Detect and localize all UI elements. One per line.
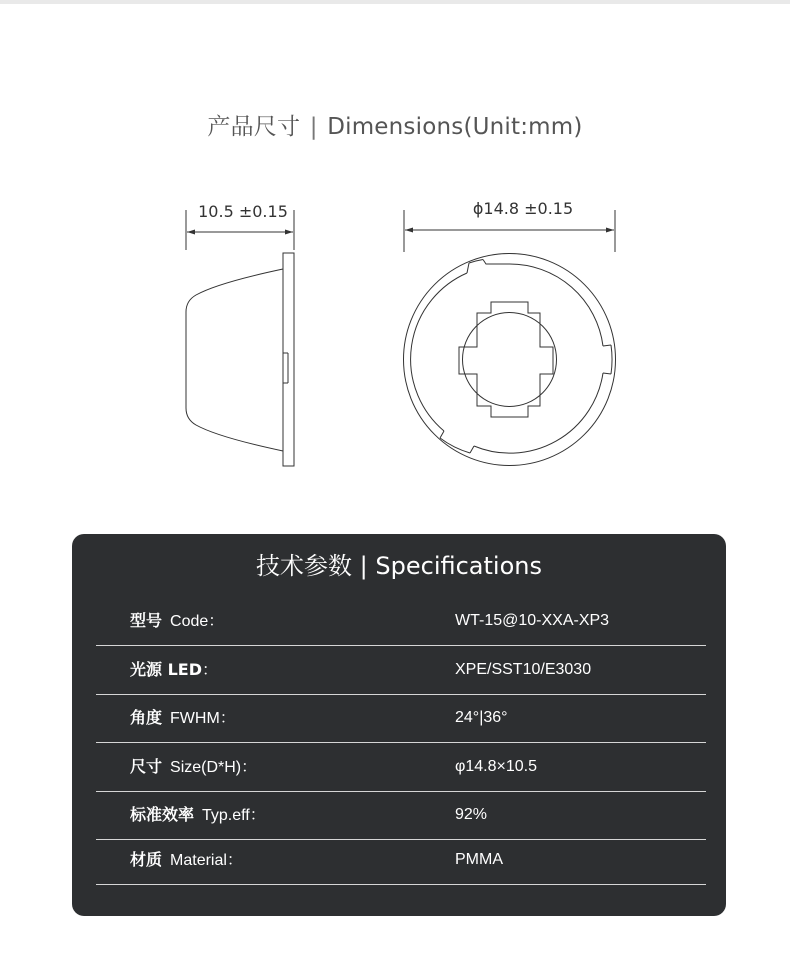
spec-key-en: Size(D*H)： <box>170 759 258 776</box>
spec-row-efficiency <box>96 791 706 840</box>
spec-row-size <box>96 743 706 792</box>
spec-key <box>130 694 236 742</box>
spec-row-material <box>96 836 706 885</box>
spec-row-code <box>96 597 706 646</box>
spec-value: WT-15@10-XXA-XP3 <box>455 612 610 629</box>
side-dimension-label: 10.5 ±0.15 <box>198 202 288 221</box>
spec-value: 24°|36° <box>455 709 508 726</box>
spec-key-cn: 材质 <box>130 850 163 869</box>
specifications-card <box>72 534 726 916</box>
front-dimension-label: ϕ14.8 ±0.15 <box>472 199 574 218</box>
spec-key-cn: 尺寸 <box>130 757 163 776</box>
specifications-title-separator: | <box>359 552 368 580</box>
spec-key-en: Code： <box>170 613 225 630</box>
spec-key <box>130 597 224 645</box>
spec-key-en: Typ.eff： <box>202 807 266 824</box>
dimensions-title-separator: | <box>309 114 318 140</box>
spec-value: 92% <box>455 806 488 823</box>
spec-key-cn: 标准效率 <box>130 805 195 824</box>
spec-value: φ14.8×10.5 <box>455 758 537 775</box>
spec-key <box>130 646 218 694</box>
spec-value: PMMA <box>455 851 503 868</box>
spec-value: XPE/SST10/E3030 <box>455 661 592 678</box>
spec-row-led <box>96 646 706 695</box>
spec-key-en: Material： <box>170 852 243 869</box>
spec-key <box>130 743 257 791</box>
spec-key-cn: 角度 <box>130 708 163 727</box>
spec-key <box>130 836 243 884</box>
spec-key <box>130 791 266 839</box>
spec-key-cn: 型号 <box>130 611 163 630</box>
spec-key-cn: 光源 LED <box>130 660 202 679</box>
specifications-title-cn: 技术参数 <box>256 552 353 580</box>
specifications-title-en: Specifications <box>375 552 542 580</box>
front-view-lens <box>404 254 616 466</box>
spec-key-en: FWHM： <box>170 710 236 727</box>
dimensions-title-cn: 产品尺寸 <box>207 114 301 140</box>
side-view-lens <box>186 253 294 466</box>
dimensions-title-en: Dimensions(Unit:mm) <box>327 114 583 140</box>
spec-row-fwhm <box>96 694 706 743</box>
spec-key-en: ： <box>201 662 218 679</box>
specifications-title <box>72 546 726 581</box>
